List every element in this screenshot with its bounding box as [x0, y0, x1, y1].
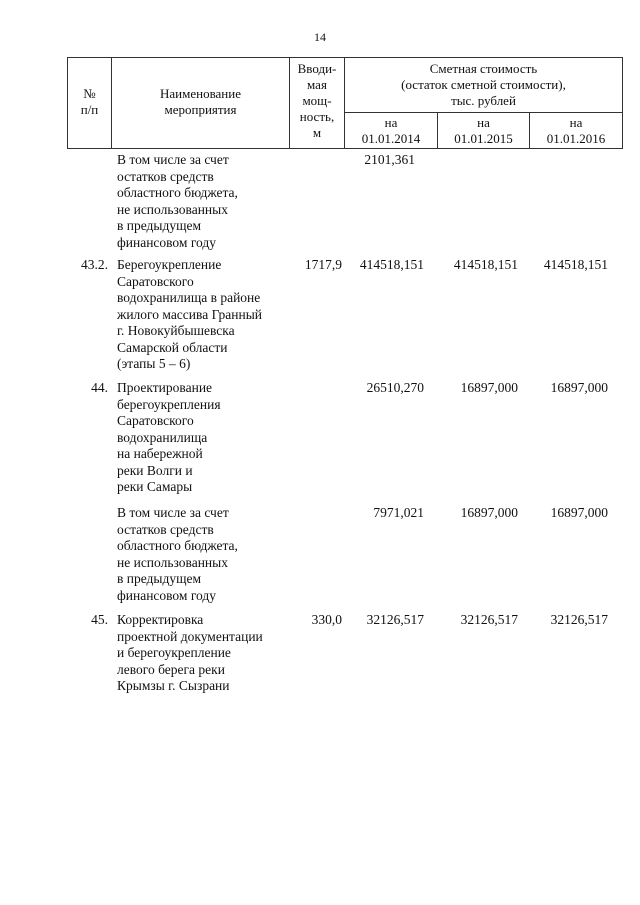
row-value-2016: 32126,517: [550, 612, 608, 627]
row-name: В том числе за счет остатков средств областного бюджета, не использованных в предыдущем финансовом году: [117, 152, 238, 250]
row-value-2014: 7971,021: [373, 505, 424, 520]
row-value-2014: 32126,517: [366, 612, 424, 627]
header-bottom-border: [67, 148, 623, 149]
header-border-right: [622, 57, 623, 149]
row-name: Берегоукрепление Саратовского водохранилища в районе жилого массива Гранный г. Новокуйбышевска Самарской области (этапы 5 – 6): [117, 257, 263, 371]
row-name: Корректировка проектной документации и берегоукрепление левого берега реки Крымзы г. Сызрани: [117, 612, 263, 693]
header-num: № п/п: [80, 86, 99, 117]
header-date-2015: на 01.01.2015: [454, 115, 513, 146]
header-date-2014: на 01.01.2014: [361, 115, 421, 146]
row-value-2014: 2101,361: [364, 152, 415, 167]
row-name: В том числе за счет остатков средств областного бюджета, не использованных в предыдущем финансовом году: [117, 505, 238, 603]
row-value-2016: 16897,000: [550, 505, 608, 520]
row-value-2014: 26510,270: [366, 380, 424, 395]
row-number: 43.2.: [81, 257, 108, 272]
row-value-2016: 414518,151: [543, 257, 608, 272]
row-power: 330,0: [311, 612, 342, 627]
page-number: 14: [314, 30, 326, 44]
row-value-2016: 16897,000: [550, 380, 608, 395]
header-power: Вводи- мая мощ- ность, м: [297, 61, 337, 140]
row-value-2015: 414518,151: [453, 257, 518, 272]
row-name: Проектирование берегоукрепления Саратовского водохранилища на набережной реки Волги и реки Самары: [117, 380, 221, 494]
row-number: 45.: [91, 612, 108, 627]
row-value-2014: 414518,151: [359, 257, 424, 272]
row-power: 1717,9: [304, 257, 342, 272]
row-value-2015: 16897,000: [460, 505, 518, 520]
header-top-border: [67, 57, 623, 58]
header-subdivider: [344, 112, 623, 113]
row-number: 44.: [91, 380, 108, 395]
row-value-2015: 32126,517: [460, 612, 518, 627]
header-cost: Сметная стоимость (остаток сметной стоимости), тыс. рублей: [401, 61, 566, 108]
header-date-2016: на 01.01.2016: [546, 115, 606, 146]
row-value-2015: 16897,000: [460, 380, 518, 395]
header-name: Наименование мероприятия: [160, 86, 241, 117]
